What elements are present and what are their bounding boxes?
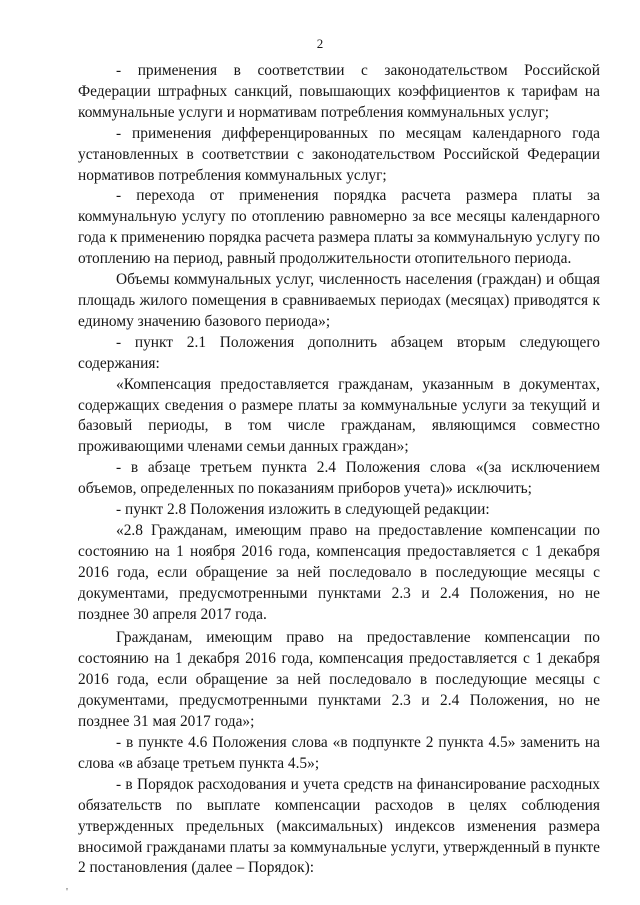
document-body	[78, 61, 600, 879]
scan-artifact-mark: '	[66, 886, 68, 898]
paragraph: - пункт 2.1 Положения дополнить абзацем вторым следующего содержания:	[78, 333, 600, 372]
paragraph: - в Порядок расходования и учета средств на финансирование расходных обязательств по выплате компенсации расходов в целях соблюдения утвержденных предельных (максимальных) индексов изменения размера вносимой гражданами платы за коммунальные услуги, утвержденный в пункте 2 постановления (далее – Порядок):	[78, 775, 600, 877]
paragraph: «2.8 Гражданам, имеющим право на предоставление компенсации по состоянию на 1 ноября 2016 года, компенсация предоставляется с 1 декабря 2016 года, если обращение за ней последовало в последующие месяцы с документами, предусмотренными пунктами 2.3 и 2.4 Положения, но не позднее 30 апреля 2017 года.	[78, 521, 600, 623]
paragraph: Гражданам, имеющим право на предоставление компенсации по состоянию на 1 декабря 2016 года, компенсация предоставляется с 1 декабря 2016 года, если обращение за ней последовало в последующие месяцы с документами, предусмотренными пунктами 2.3 и 2.4 Положения, но не позднее 31 мая 2017 года»;	[78, 629, 600, 731]
paragraph: - пункт 2.8 Положения изложить в следующей редакции:	[116, 501, 490, 519]
paragraph: - перехода от применения порядка расчета размера платы за коммунальную услугу по отоплению равномерно за все месяцы календарного года к применению порядка расчета размера платы за коммунальную услугу по отоплению на период, равный продолжительности отопительного периода.	[78, 187, 600, 268]
paragraph: - в абзаце третьем пункта 2.4 Положения слова «(за исключением объемов, определенных по показаниям приборов учета)» исключить;	[78, 459, 600, 498]
paragraph: «Компенсация предоставляется гражданам, указанным в документах, содержащих сведения о размере платы за коммунальные услуги за текущий и базовый периоды, в том числе гражданам, являющимся совместно проживающими членами семьи данных граждан»;	[78, 375, 600, 456]
page-number: 2	[316, 36, 324, 51]
paragraph: Объемы коммунальных услуг, численность населения (граждан) и общая площадь жилого помещения в сравниваемых периодах (месяцах) приводятся к единому значению базового периода»;	[78, 271, 600, 330]
paragraph: - в пункте 4.6 Положения слова «в подпункте 2 пункта 4.5» заменить на слова «в абзаце третьем пункта 4.5»;	[78, 734, 600, 772]
paragraph: - применения в соответствии с законодательством Российской Федерации штрафных санкций, повышающих коэффициентов к тарифам на коммунальные услуги и нормативам потребления коммунальных услуг;	[78, 62, 600, 121]
paragraph: - применения дифференцированных по месяцам календарного года установленных в соответствии с законодательством Российской Федерации нормативов потребления коммунальных услуг;	[78, 124, 600, 184]
